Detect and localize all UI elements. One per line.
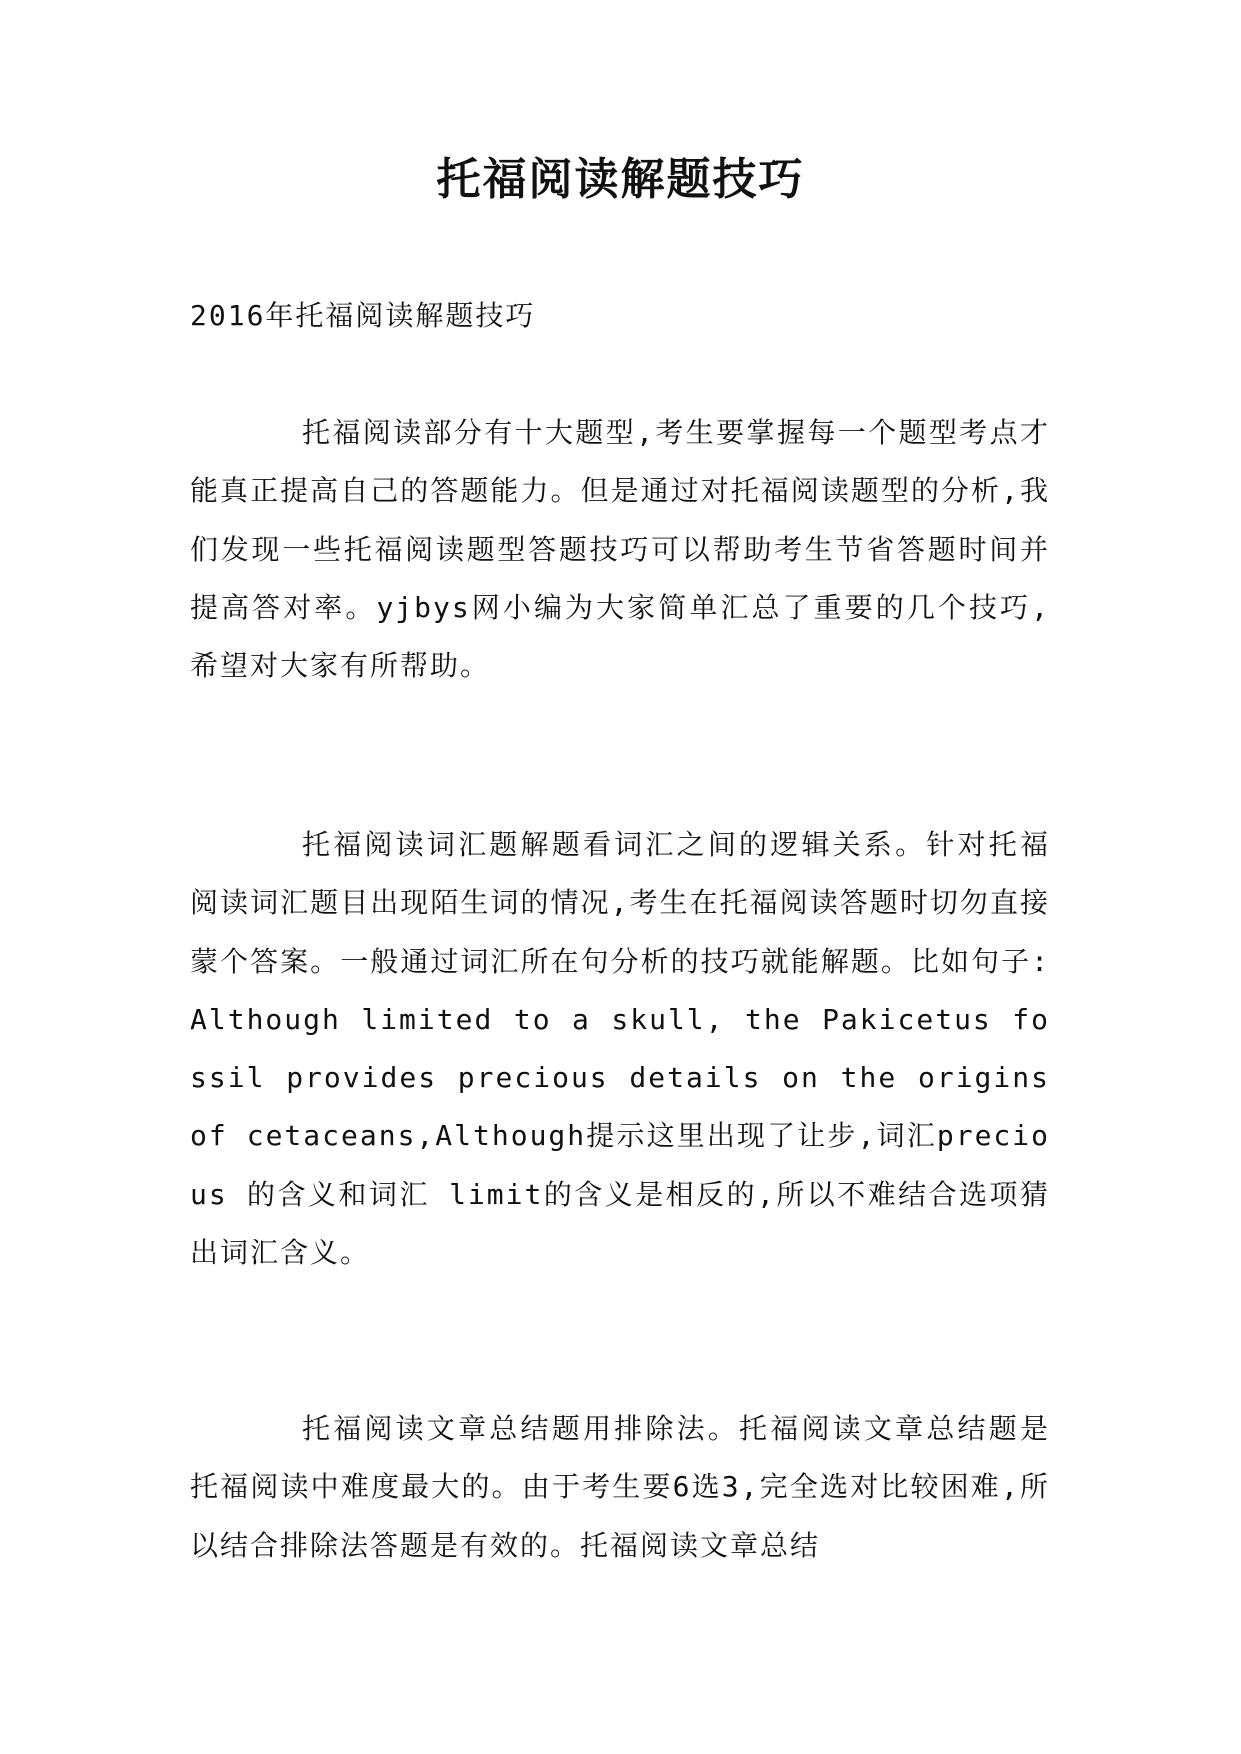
paragraph-vocabulary: 托福阅读词汇题解题看词汇之间的逻辑关系。针对托福阅读词汇题目出现陌生词的情况,考生在托福阅读答题时切勿直接蒙个答案。一般通过词汇所在句分析的技巧就能解题。比如句子:Although limited to a skull, the Pakicetus fossil provides precious details on the origins of cetaceans,Although提示这里出现了让步,词汇precious 的含义和词汇 limit的含义是相反的,所以不难结合选项猜出词汇含义。 bbox=[190, 828, 1050, 1270]
document-subtitle: 2016年托福阅读解题技巧 bbox=[190, 299, 536, 332]
document-title: 托福阅读解题技巧 bbox=[436, 154, 805, 205]
paragraph-intro: 托福阅读部分有十大题型,考生要掌握每一个题型考点才能真正提高自己的答题能力。但是通过对托福阅读题型的分析,我们发现一些托福阅读题型答题技巧可以帮助考生节省答题时间并提高答对率。yjbys网小编为大家简单汇总了重要的几个技巧,希望对大家有所帮助。 bbox=[190, 416, 1050, 683]
paragraph-summary: 托福阅读文章总结题用排除法。托福阅读文章总结题是托福阅读中难度最大的。由于考生要6选3,完全选对比较困难,所以结合排除法答题是有效的。托福阅读文章总结 bbox=[190, 1412, 1050, 1562]
